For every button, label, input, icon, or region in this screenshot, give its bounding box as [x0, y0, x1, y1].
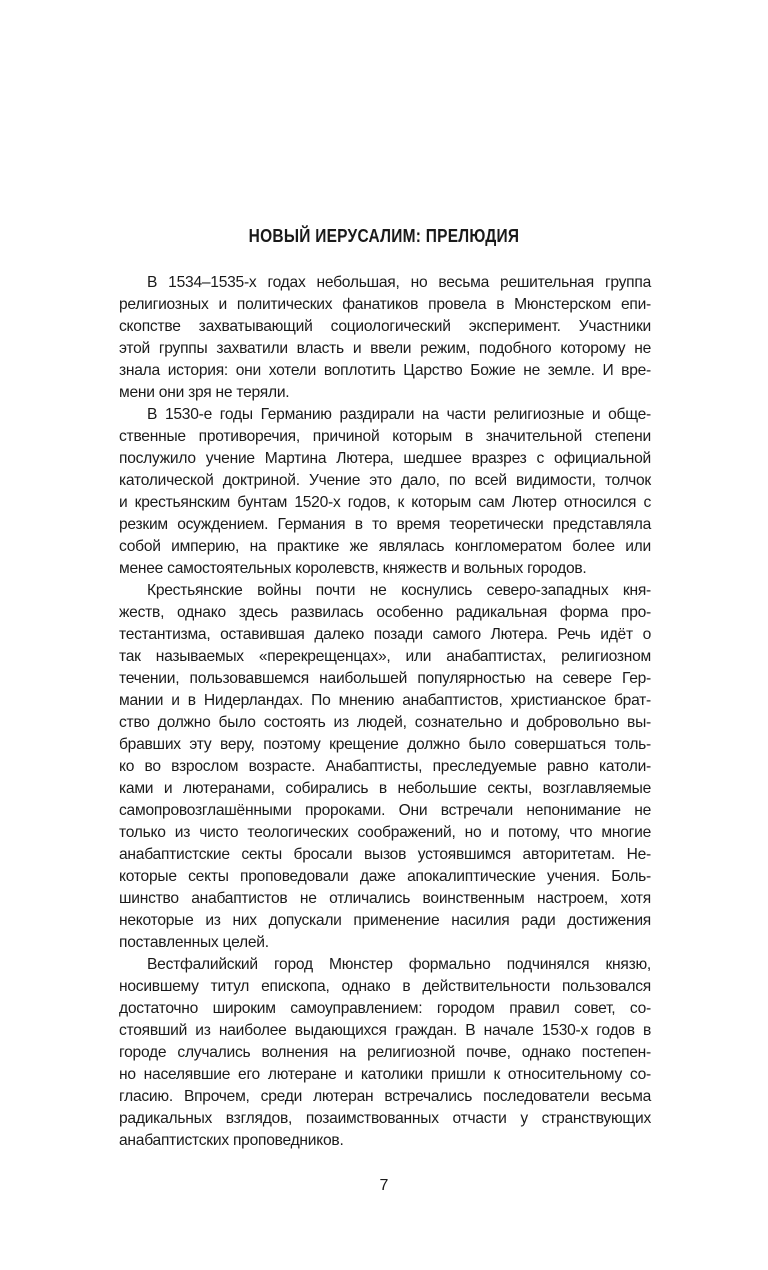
text-line: носившему титул епископа, однако в действительности пользовался [119, 978, 651, 995]
text-line: бравших эту веру, поэтому крещение должно было совершаться толь- [119, 736, 651, 753]
text-line: собой империю, на практике же являлась конгломератом более или [119, 538, 651, 555]
text-line: мании и в Нидерландах. По мнению анабаптистов, христианское брат- [119, 692, 651, 709]
text-line: жеств, однако здесь развилась особенно радикальная форма про- [119, 604, 651, 621]
text-line: шинство анабаптистов не отличались воинственным настроем, хотя [119, 890, 651, 907]
text-line: радикальных взглядов, позаимствованных отчасти у странствующих [119, 1110, 651, 1127]
chapter-title: НОВЫЙ ИЕРУСАЛИМ: ПРЕЛЮДИЯ [248, 226, 520, 246]
text-line: католической доктриной. Учение это дало, по всей видимости, толчок [119, 472, 651, 489]
body-text [119, 272, 651, 1152]
text-line: менее самостоятельных королевств, княжеств и вольных городов. [119, 560, 587, 577]
text-line: ственные противоречия, причиной которым в значительной степени [119, 428, 651, 445]
text-line: анабаптистские секты бросали вызов устоявшимся авторитетам. Не- [119, 846, 651, 863]
paragraph [119, 954, 651, 1152]
text-line: так называемых «перекрещенцах», или анабаптистах, религиозном [119, 648, 651, 665]
page-number: 7 [379, 1177, 389, 1194]
text-line: стоявший из наиболее выдающихся граждан. В начале 1530-х годов в [119, 1022, 651, 1039]
text-line: самопровозглашёнными пророками. Они встречали непонимание не [119, 802, 651, 819]
text-line: В 1534–1535-х годах небольшая, но весьма решительная группа [147, 274, 651, 291]
text-line: религиозных и политических фанатиков провела в Мюнстерском епи- [119, 296, 651, 313]
text-line: мени они зря не теряли. [119, 384, 290, 401]
paragraph [119, 404, 651, 580]
paragraph [119, 580, 651, 954]
text-line: этой группы захватили власть и ввели режим, подобного которому не [119, 340, 651, 357]
text-line: и крестьянским бунтам 1520-х годов, к которым сам Лютер относился с [119, 494, 651, 511]
text-line: скопстве захватывающий социологический эксперимент. Участники [119, 318, 651, 335]
text-line: послужило учение Мартина Лютера, шедшее вразрез с официальной [119, 450, 651, 467]
text-line: Крестьянские войны почти не коснулись северо-западных кня- [147, 582, 651, 599]
text-line: течении, пользовавшемся наибольшей популярностью на севере Гер- [119, 670, 651, 687]
text-line: поставленных целей. [119, 934, 269, 951]
text-line: тестантизма, оставившая далеко позади самого Лютера. Речь идёт о [119, 626, 651, 643]
text-line: ками и лютеранами, собирались в небольшие секты, возглавляемые [119, 780, 651, 797]
text-line: знала история: они хотели воплотить Царство Божие не земле. И вре- [119, 362, 651, 379]
text-line: некоторые из них допускали применение насилия ради достижения [119, 912, 651, 929]
text-line: В 1530-е годы Германию раздирали на части религиозные и обще- [147, 406, 651, 423]
text-line: городе случались волнения на религиозной почве, однако постепен- [119, 1044, 651, 1061]
text-line: но населявшие его лютеране и католики пришли к относительному со- [119, 1066, 651, 1083]
text-line: анабаптистских проповедников. [119, 1132, 344, 1149]
text-line: достаточно широким самоуправлением: городом правил совет, со- [119, 1000, 651, 1017]
text-line: Вестфалийский город Мюнстер формально подчинялся князю, [147, 956, 651, 973]
text-line: которые секты проповедовали даже апокалиптические учения. Боль- [119, 868, 651, 885]
text-line: гласию. Впрочем, среди лютеран встречались последователи весьма [119, 1088, 651, 1105]
text-line: резким осуждением. Германия в то время теоретически представляла [119, 516, 651, 533]
text-line: ство должно было состоять из людей, сознательно и добровольно вы- [119, 714, 651, 731]
text-line: только из чисто теологических соображений, но и потому, что многие [119, 824, 651, 841]
text-line: ко во взрослом возрасте. Анабаптисты, преследуемые равно католи- [119, 758, 651, 775]
paragraph [119, 272, 651, 404]
